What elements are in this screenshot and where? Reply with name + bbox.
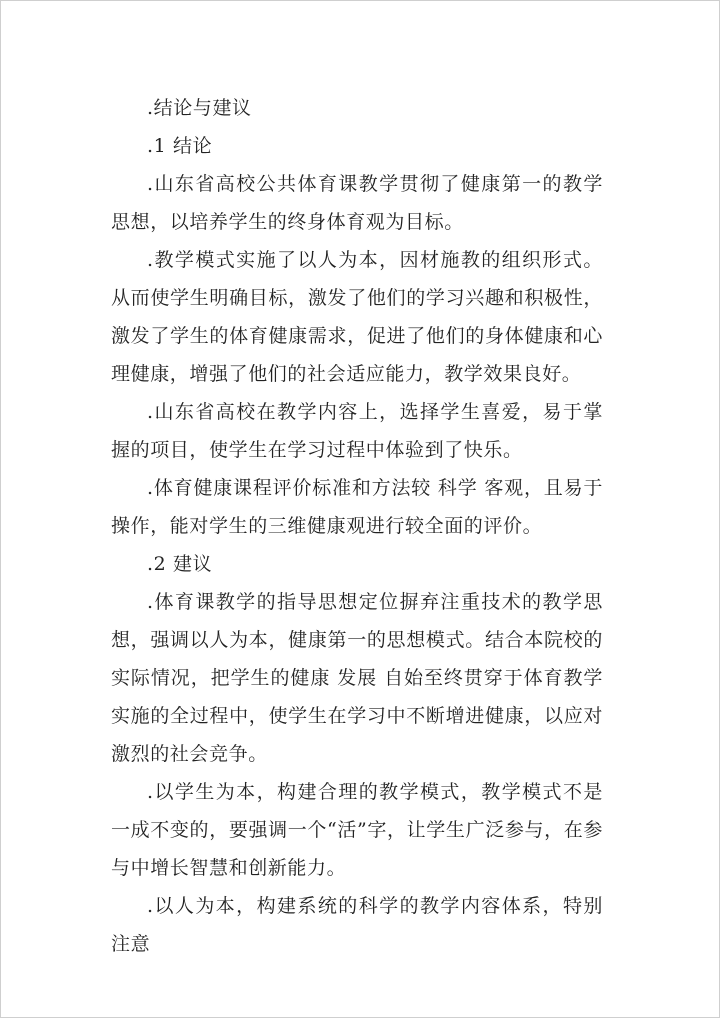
conclusion-paragraph: .体育健康课程评价标准和方法较 科学 客观，且易于操作，能对学生的三维健康观进行较全面的评价。 — [111, 477, 603, 537]
conclusion-paragraph: .山东省高校公共体育课教学贯彻了健康第一的教学思想，以培养学生的终身体育观为目标。 — [111, 173, 603, 233]
conclusion-paragraph: .教学模式实施了以人为本，因材施教的组织形式。从而使学生明确目标，激发了他们的学习兴趣和积极性，激发了学生的体育健康需求，促进了他们的身体健康和心理健康，增强了他们的社会适应能力，教学效果良好。 — [111, 249, 603, 385]
conclusion-paragraph: .山东省高校在教学内容上，选择学生喜爱，易于掌握的项目，使学生在学习过程中体验到了快乐。 — [111, 401, 603, 461]
suggestion-paragraph: .以学生为本，构建合理的教学模式，教学模式不是一成不变的，要强调一个“活”字，让学生广泛参与，在参与中增长智慧和创新能力。 — [111, 781, 603, 879]
suggestion-paragraph: .体育课教学的指导思想定位摒弃注重技术的教学思想，强调以人为本，健康第一的思想模式。结合本院校的实际情况，把学生的健康 发展 自始至终贯穿于体育教学实施的全过程中，使学生在学习中不断增进健康，以应对激烈的社会竞争。 — [111, 591, 603, 765]
conclusion-heading: .1 结论 — [147, 135, 213, 157]
section-heading: .结论与建议 — [147, 97, 252, 119]
suggestion-paragraph: .以人为本，构建系统的科学的教学内容体系，特别注意 — [111, 895, 603, 955]
document-body — [111, 89, 603, 963]
suggestion-heading: .2 建议 — [147, 553, 213, 575]
